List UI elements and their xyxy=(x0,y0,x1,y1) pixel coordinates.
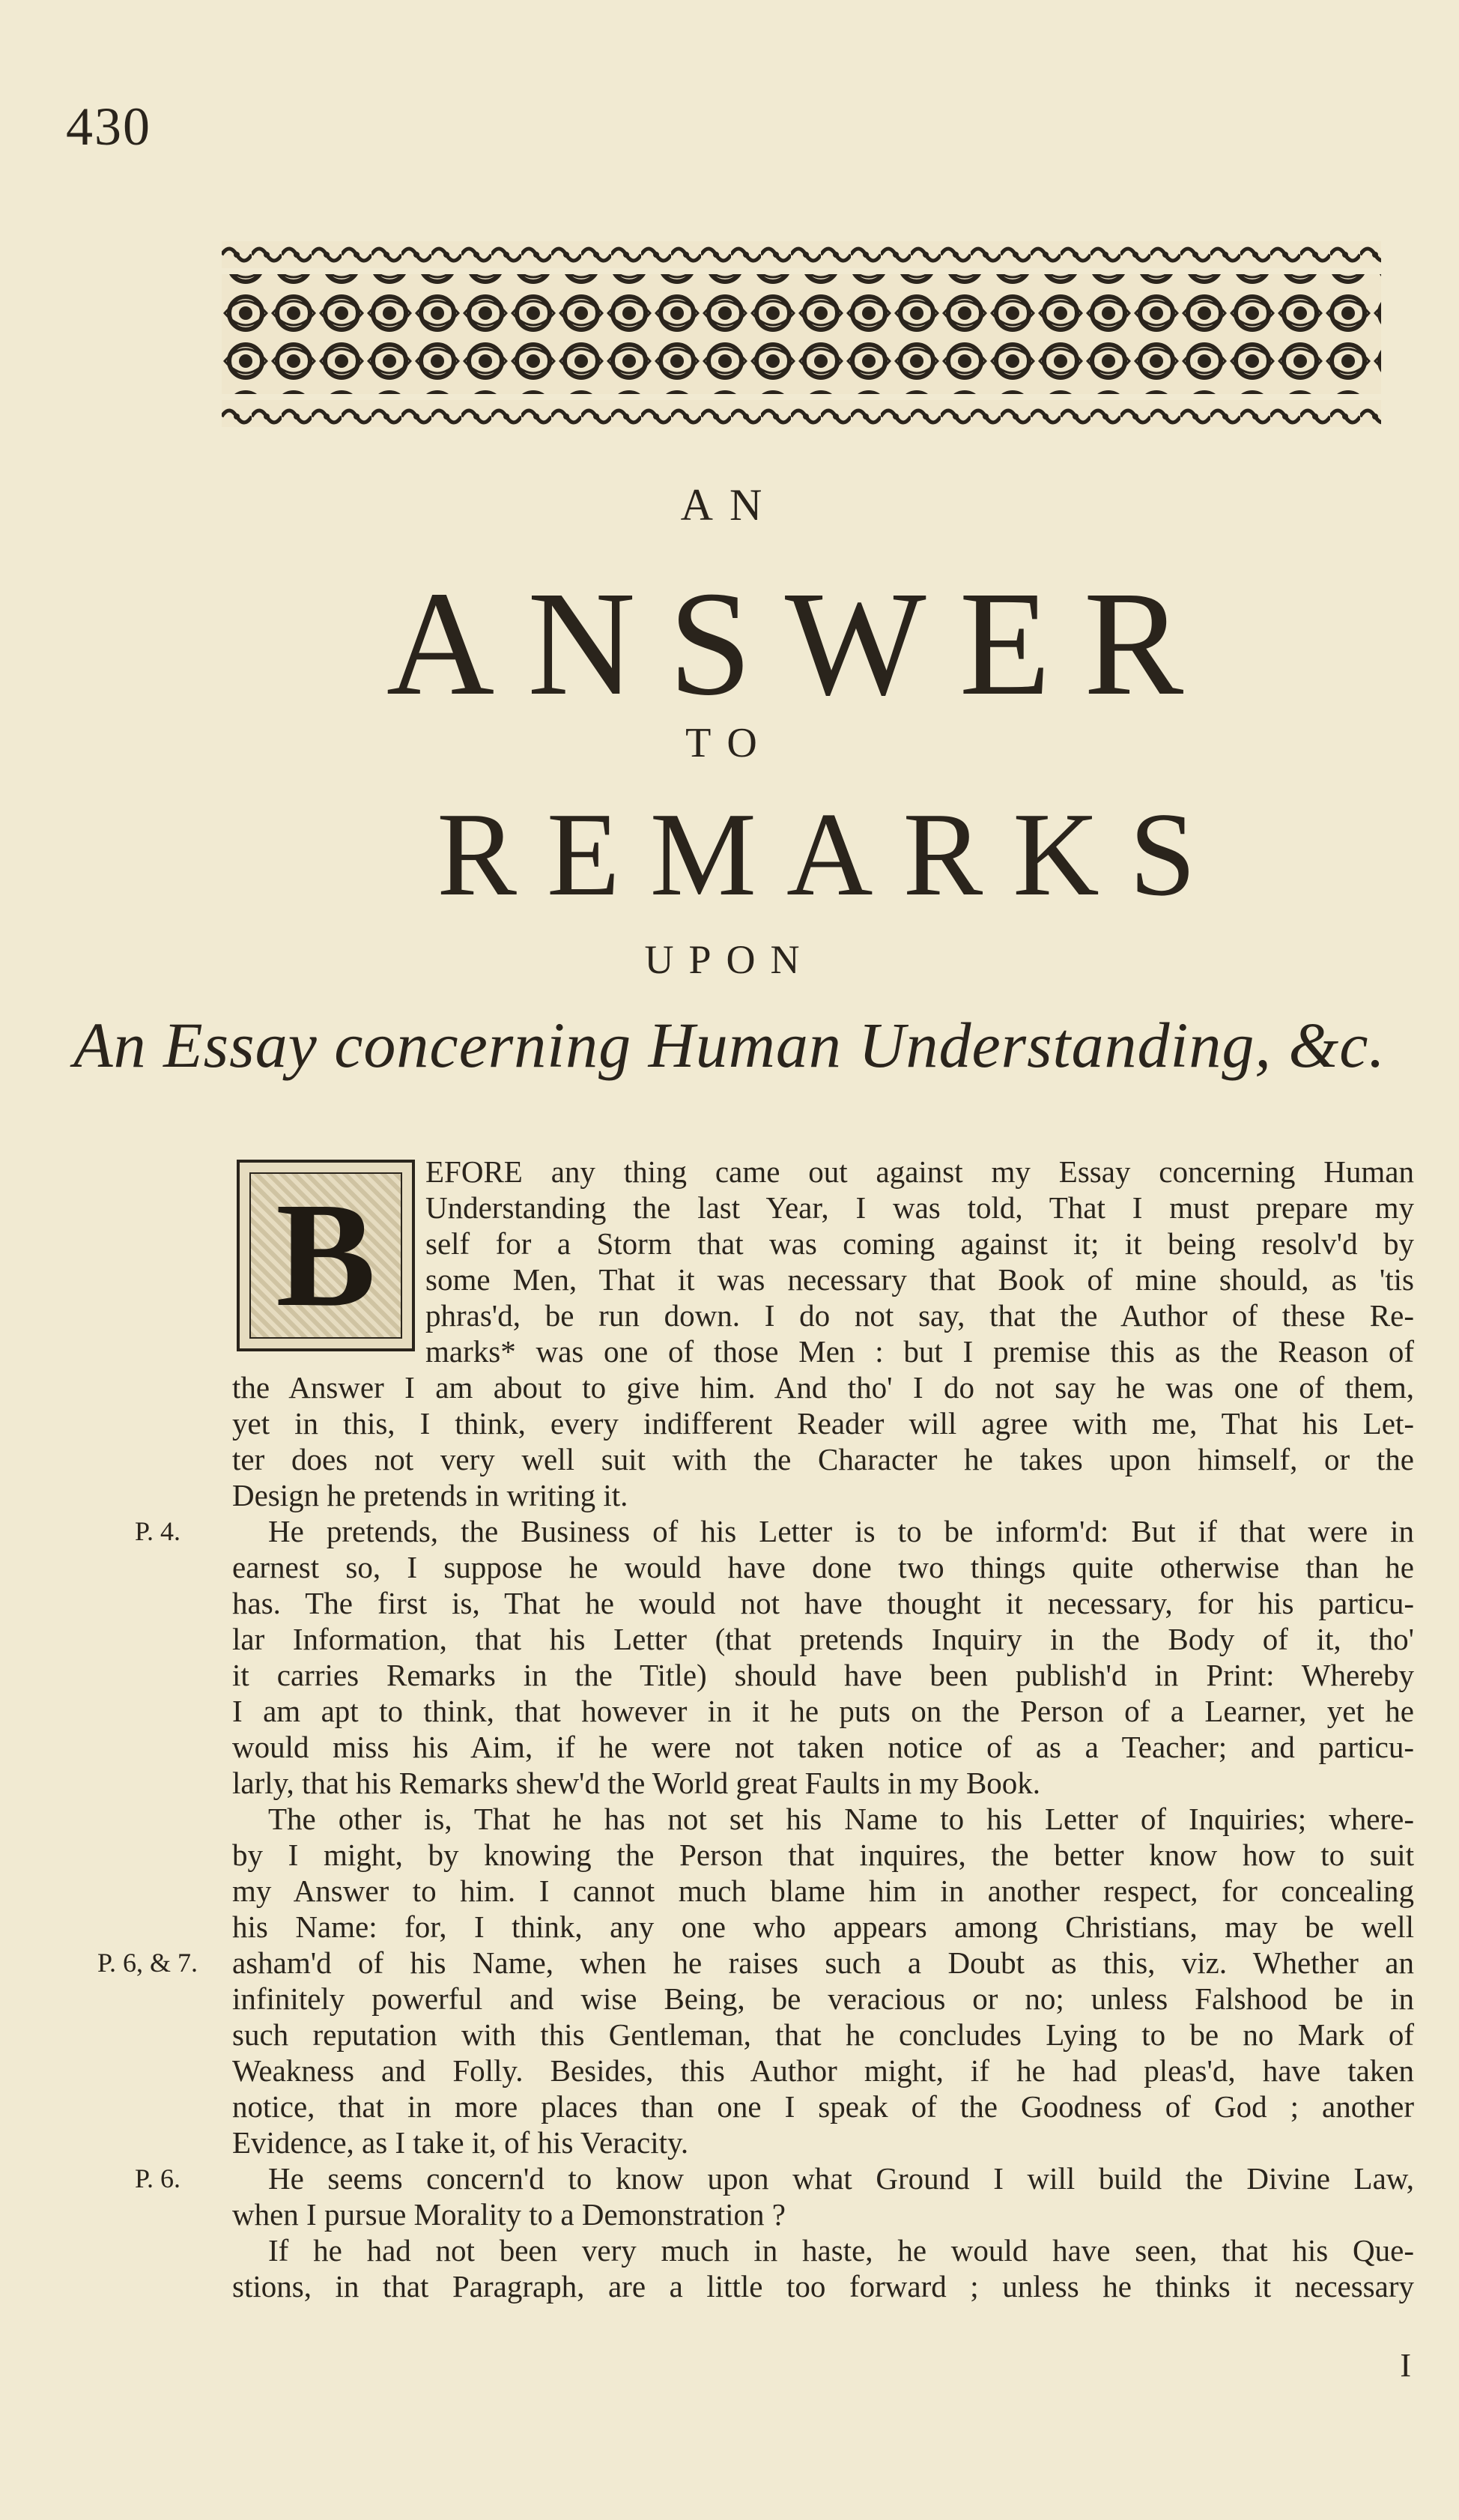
text-line: such reputation with this Gentleman, that he concludes Lying to be no Mark of xyxy=(232,2017,1414,2052)
text-line: some Men, That it was necessary that Book of mine should, as 'tis xyxy=(425,1262,1414,1297)
text-line: ter does not very well suit with the Character he takes upon himself, or the xyxy=(232,1442,1414,1476)
body-text xyxy=(97,1154,1414,2304)
text-line: earnest so, I suppose he would have done two things quite otherwise than he xyxy=(232,1550,1414,1584)
text-line: phras'd, be run down. I do not say, that the Author of these Re- xyxy=(425,1298,1414,1333)
text-line: infinitely powerful and wise Being, be veracious or no; unless Falshood be in xyxy=(232,1981,1414,2016)
text-line: would miss his Aim, if he were not taken notice of as a Teacher; and particu- xyxy=(232,1730,1414,1764)
text-line: yet in this, I think, every indifferent Reader will agree with me, That his Let- xyxy=(232,1406,1414,1441)
title-remarks: REMARKS xyxy=(437,787,1226,921)
text-line: larly, that his Remarks shew'd the World great Faults in my Book. xyxy=(232,1766,1041,1800)
text-line: the Answer I am about to give him. And tho' I do not say he was one of them, xyxy=(232,1370,1414,1405)
text-line: Weakness and Folly. Besides, this Author might, if he had pleas'd, have taken xyxy=(232,2053,1414,2088)
text-line-content: He seems concern'd to know upon what Ground I will build the Divine Law, xyxy=(268,2161,1414,2196)
text-line: has. The first is, That he would not have thought it necessary, for his particu- xyxy=(232,1586,1414,1620)
catchword: I xyxy=(1400,2347,1411,2384)
text-line: stions, in that Paragraph, are a little too forward ; unless he thinks it necessary xyxy=(232,2269,1414,2304)
title-essay: An Essay concerning Human Understanding, &c. xyxy=(73,1009,1386,1081)
text-line: self for a Storm that was coming against it; it being resolv'd by xyxy=(425,1226,1414,1261)
text-line: Design he pretends in writing it. xyxy=(232,1478,628,1512)
margin-note: P. 6, & 7. xyxy=(97,1948,198,1978)
text-line: it carries Remarks in the Title) should have been publish'd in Print: Whereby xyxy=(232,1658,1414,1692)
text-line: The other is, That he has not set his Name to his Letter of Inquiries; where- xyxy=(268,1802,1414,1836)
title-an: AN xyxy=(680,480,779,530)
text-line: Evidence, as I take it, of his Veracity. xyxy=(232,2125,689,2160)
text-line xyxy=(97,1945,1414,1981)
text-line: I am apt to think, that however in it he puts on the Person of a Learner, yet he xyxy=(232,1694,1414,1728)
text-line-content: He pretends, the Business of his Letter is to be inform'd: But if that were in xyxy=(268,1514,1414,1548)
text-line: when I pursue Morality to a Demonstration ? xyxy=(232,2197,786,2232)
title-to: TO xyxy=(685,720,774,766)
text-line: my Answer to him. I cannot much blame him in another respect, for concealing xyxy=(232,1874,1414,1908)
title-upon: UPON xyxy=(644,937,815,982)
text-line xyxy=(135,1513,1414,1549)
text-line: by I might, by knowing the Person that inquires, the better know how to suit xyxy=(232,1838,1414,1872)
text-line: notice, that in more places than one I speak of the Goodness of God ; another xyxy=(232,2089,1414,2124)
title-answer: ANSWER xyxy=(386,561,1217,727)
initial-letter: B xyxy=(249,1172,402,1339)
text-line xyxy=(135,2160,1414,2196)
text-line-content: asham'd of his Name, when he raises such a Doubt as this, viz. Whether an xyxy=(232,1945,1414,1980)
page-number: 430 xyxy=(66,97,151,157)
ornamental-headpiece xyxy=(222,241,1381,427)
text-line: Understanding the last Year, I was told, That I must prepare my xyxy=(425,1190,1414,1225)
text-line: marks* was one of those Men : but I premise this as the Reason of xyxy=(425,1334,1414,1369)
text-line: If he had not been very much in haste, he would have seen, that his Que- xyxy=(268,2233,1414,2268)
text-line: lar Information, that his Letter (that pretends Inquiry in the Body of it, tho' xyxy=(232,1622,1414,1656)
text-line: his Name: for, I think, any one who appears among Christians, may be well xyxy=(232,1909,1414,1944)
margin-note: P. 4. xyxy=(135,1516,181,1546)
text-line: EFORE any thing came out against my Essay concerning Human xyxy=(425,1154,1414,1189)
margin-note: P. 6. xyxy=(135,2163,181,2193)
